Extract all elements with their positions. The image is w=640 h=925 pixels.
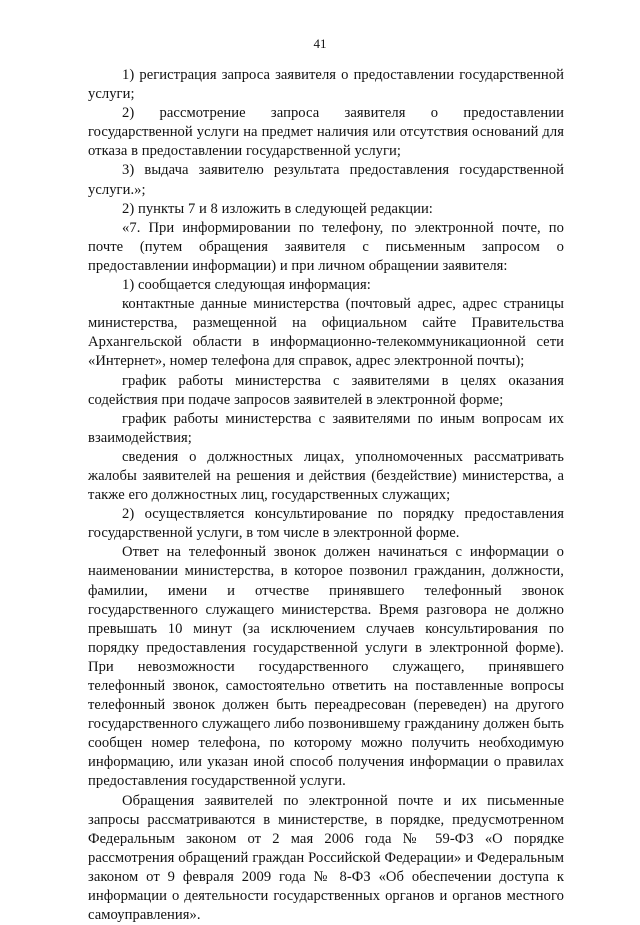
document-body <box>88 66 564 925</box>
paragraph-officials-info: сведения о должностных лицах, уполномоченных рассматривать жалобы заявителей на решения и действия (бездействие) министерства, а также его должностных лиц, государственных служащих; <box>88 448 564 504</box>
paragraph-amendment: 2) пункты 7 и 8 изложить в следующей редакции: <box>122 200 433 217</box>
paragraph-item-1: 1) регистрация запроса заявителя о предоставлении государственной услуги; <box>88 67 564 103</box>
paragraph-schedule-other: график работы министерства с заявителями по иным вопросам их взаимодействия; <box>88 410 564 446</box>
paragraph-item-3: 3) выдача заявителю результата предоставления государственной услуги.»; <box>88 162 564 198</box>
paragraph-info-list-intro: 1) сообщается следующая информация: <box>122 277 371 294</box>
page-number: 41 <box>313 36 327 51</box>
paragraph-point-7: «7. При информировании по телефону, по электронной почте, по почте (путем обращения заявителя с письменным запросом о предоставлении информации) и при личном обращении заявителя: <box>88 219 564 274</box>
paragraph-item-2: 2) рассмотрение запроса заявителя о предоставлении государственной услуги на предмет наличия или отсутствия оснований для отказа в предоставлении государственной услуги; <box>88 105 564 160</box>
paragraph-consulting: 2) осуществляется консультирование по порядку предоставления государственной услуги, в том числе в электронной форме. <box>88 506 564 542</box>
paragraph-phone-answer: Ответ на телефонный звонок должен начинаться с информации о наименовании министерства, в которое позвонил гражданин, должности, фамилии, имени и отчестве принявшего телефонный звонок государственного служащего министерства. Время разговора не должно превышать 10 минут (за исключением случаев консультирования по порядку предоставления государственной услуги в электронной форме). При невозможности государственного служащего, принявшего телефонный звонок, самостоятельно ответить на поставленные вопросы телефонный звонок должен быть переадресован (переведен) на другого государственного служащего либо позвонившему гражданину должен быть сообщен номер телефона, по которому можно получить необходимую информацию, или указан иной способ получения информации о правилах предоставления государственной услуги. <box>88 544 564 790</box>
paragraph-schedule-electronic: график работы министерства с заявителями в целях оказания содействия при подаче запросов заявителей в электронной форме; <box>88 372 564 408</box>
paragraph-contact-data: контактные данные министерства (почтовый адрес, адрес страницы министерства, размещенной на официальном сайте Правительства Архангельской области в информационно-телекоммуникационной сети «Интернет», номер телефона для справок, адрес электронной почты); <box>88 296 564 370</box>
paragraph-email-requests: Обращения заявителей по электронной почте и их письменные запросы рассматриваются в министерстве, в порядке, предусмотренном Федеральным законом от 2 мая 2006 года № 59-ФЗ «О порядке рассмотрения обращений граждан Российской Федерации» и Федеральным законом от 9 февраля 2009 года № 8-ФЗ «Об обеспечении доступа к информации о деятельности государственных органов и органов местного самоуправления». <box>88 792 564 924</box>
